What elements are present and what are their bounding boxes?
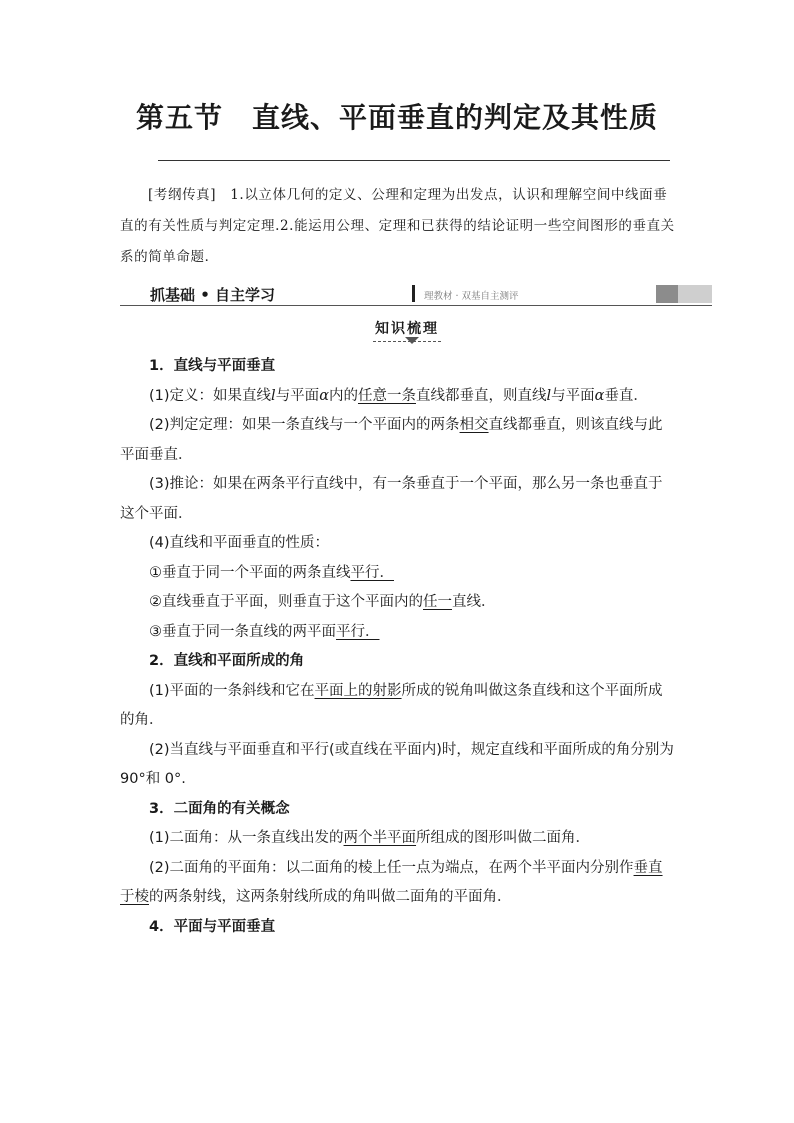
text-run: ①垂直于同一个平面的两条直线 — [149, 564, 351, 581]
exam-outline-paragraph: [考纲传真] 1.以立体几何的定义、公理和定理为出发点，认识和理解空间中线面垂直的有关性质与判定定理.2.能运用公理、定理和已获得的结论证明一些空间图形的垂直关系的简单命题． — [120, 187, 675, 265]
knowledge-summary-heading: 知识梳理 — [373, 318, 441, 342]
s1-property-2 — [120, 588, 676, 618]
math-var: α — [594, 387, 605, 404]
content-body — [120, 352, 676, 942]
text-run: (1)定义：如果直线 — [149, 387, 272, 404]
text-run: 所组成的图形叫做二面角． — [416, 830, 591, 846]
section-1-heading: 1．直线与平面垂直 — [149, 358, 276, 374]
text-run: 垂直． — [604, 387, 648, 404]
underlined-answer: 任一 — [423, 594, 452, 610]
underlined-answer: 垂直于棱 — [120, 859, 663, 905]
text-run: 与平面 — [275, 387, 320, 404]
s1-properties: (4)直线和平面垂直的性质： — [149, 535, 330, 551]
banner-subtitle: 理教材 · 双基自主测评 — [424, 291, 519, 302]
underlined-answer: 平行． — [336, 623, 380, 640]
underlined-answer: 相交 — [459, 417, 489, 433]
s3-plane-angle — [120, 854, 676, 913]
s1-theorem — [120, 411, 676, 470]
section-3-heading: 3．二面角的有关概念 — [149, 800, 290, 817]
text-run: 的两条射线，这两条射线所成的角叫做二面角的平面角． — [149, 889, 512, 905]
s1-definition — [120, 382, 676, 412]
section-4-heading: 4．平面与平面垂直 — [149, 918, 276, 935]
section-2-heading: 2．直线和平面所成的角 — [149, 653, 305, 669]
s2-special-cases: (2)当直线与平面垂直和平行(或直线在平面内)时，规定直线和平面所成的角分别为 90°和 0°. — [120, 741, 674, 787]
banner-title: 抓基础 • 自主学习 — [150, 286, 276, 304]
s2-definition — [120, 677, 676, 736]
section-banner — [120, 283, 712, 306]
text-run: 内的 — [328, 387, 358, 404]
text-run: 与平面 — [551, 387, 595, 404]
s3-dihedral-angle — [120, 824, 676, 854]
math-var: l — [271, 387, 276, 404]
text-run: (2)判定定理：如果一条直线与一个平面内的两条 — [149, 417, 460, 433]
text-run: (1)平面的一条斜线和它在 — [149, 682, 315, 699]
underlined-answer: 任意一条 — [357, 387, 416, 404]
s1-corollary: (3)推论：如果在两条平行直线中，有一条垂直于一个平面，那么另一条也垂直于这个平面． — [120, 476, 663, 522]
down-triangle-icon — [405, 337, 419, 344]
underlined-answer: 平行． — [350, 564, 394, 581]
text-run: ③垂直于同一条直线的两平面 — [149, 623, 336, 640]
s1-property-3 — [120, 618, 676, 648]
text-run: (1)二面角：从一条直线出发的 — [149, 830, 344, 846]
text-run: 直线都垂直，则直线 — [415, 387, 547, 404]
title-divider — [158, 160, 670, 161]
math-var: α — [319, 387, 329, 404]
s1-property-1 — [120, 559, 676, 589]
banner-decoration-dark — [656, 285, 678, 303]
text-run: ②直线垂直于平面，则垂直于这个平面内的 — [149, 594, 423, 610]
underlined-answer: 两个半平面 — [343, 830, 417, 846]
text-run: (2)二面角的平面角：以二面角的棱上任一点为端点，在两个半平面内分别作 — [149, 859, 634, 876]
banner-decoration-light — [678, 285, 712, 303]
underlined-answer: 平面上的射影 — [314, 682, 402, 699]
math-var: l — [546, 387, 552, 404]
text-run: 直线． — [452, 594, 496, 610]
text-run: 所成的锐角叫做这条直线和这个平面所成的角． — [120, 682, 663, 728]
text-run: 直线都垂直，则该直线与此平面垂直． — [120, 417, 663, 463]
page-title: 第五节 直线、平面垂直的判定及其性质 — [135, 101, 658, 134]
banner-separator — [412, 285, 415, 302]
